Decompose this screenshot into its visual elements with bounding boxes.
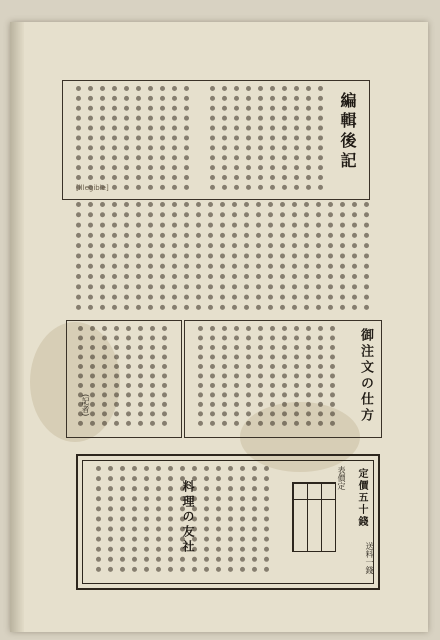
fee-table-cell: [307, 499, 321, 551]
fee-table-label: 表價定: [337, 466, 346, 490]
spine-edge: [10, 22, 24, 632]
publisher-name: 料理の友社: [181, 480, 195, 555]
fee-table-cell: [321, 483, 335, 499]
editors-postscript-text-right: [204, 86, 330, 194]
ordering-text: [192, 326, 348, 430]
price-note: 送料一錢: [365, 542, 374, 574]
price-value: 五十錢: [356, 492, 367, 528]
price-label: [354, 468, 369, 528]
fee-table-cell: [293, 499, 307, 551]
illegible-marker: [illegible]: [76, 184, 109, 192]
ordering-title: 御注文の仕方: [358, 328, 373, 424]
fee-table-cell: [307, 483, 321, 499]
fee-table: [292, 482, 336, 552]
editors-postscript-text-left: [70, 86, 200, 194]
fee-table-cell: [293, 483, 307, 499]
editors-postscript-title: 編輯後記: [338, 92, 357, 172]
middle-text-block: [70, 202, 370, 314]
notice-closing-mark: (記者): [81, 394, 90, 417]
fee-table-cell: [321, 499, 335, 551]
magazine-page: [10, 22, 428, 632]
imprint-box: [76, 454, 380, 590]
price-label-text: 定價: [356, 468, 367, 492]
